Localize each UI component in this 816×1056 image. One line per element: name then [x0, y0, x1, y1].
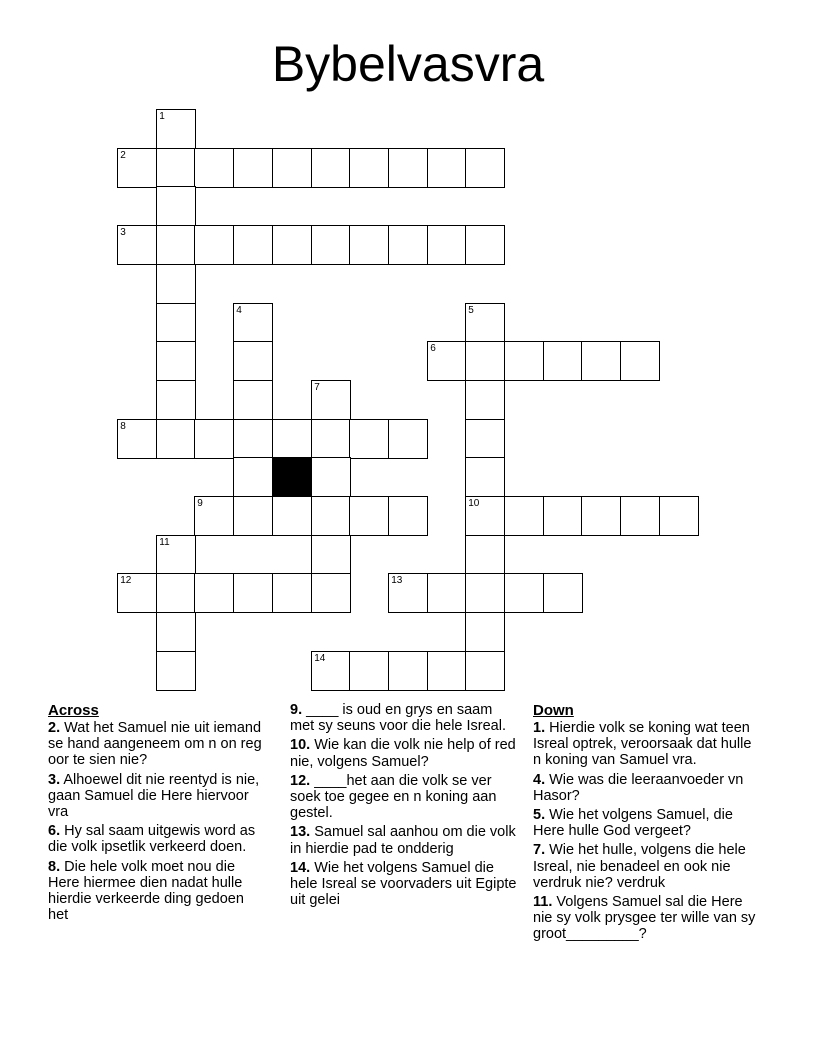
clue-num: 11. — [533, 894, 553, 911]
clue-num: 14. — [290, 859, 311, 876]
clue-item — [533, 807, 763, 839]
grid-cell[interactable] — [233, 496, 273, 536]
clue-item — [290, 860, 518, 909]
clue-number: 2 — [120, 150, 126, 162]
grid-cell[interactable] — [117, 148, 157, 188]
grid-cell[interactable] — [465, 225, 505, 265]
grid-cell[interactable] — [233, 457, 273, 497]
clue-number: 3 — [120, 227, 126, 239]
clue-num: 9. — [290, 702, 303, 718]
clue-item — [533, 894, 763, 943]
black-square — [272, 457, 312, 497]
clue-item — [48, 772, 266, 821]
grid-cell[interactable] — [233, 148, 273, 188]
grid-cell[interactable] — [156, 419, 196, 459]
grid-cell[interactable] — [465, 573, 505, 613]
clue-number: 1 — [159, 111, 165, 123]
grid-cell[interactable] — [543, 496, 583, 536]
grid-cell[interactable] — [117, 419, 157, 459]
grid-cell[interactable] — [156, 573, 196, 613]
clue-number: 5 — [468, 305, 474, 317]
grid-cell[interactable] — [349, 225, 389, 265]
clue-text: Samuel sal aanhou om die volk in hierdie pad te ondderig — [290, 824, 516, 857]
clue-text: Wie het volgens Samuel, die Here hulle God vergeet? — [533, 807, 733, 840]
grid-cell[interactable] — [194, 148, 234, 188]
grid-cell[interactable] — [543, 341, 583, 381]
grid-cell[interactable] — [311, 573, 351, 613]
clue-num: 13. — [290, 824, 311, 841]
clue-num: 8. — [48, 858, 61, 875]
grid-cell[interactable] — [465, 419, 505, 459]
clue-text: Die hele volk moet nou die Here hiermee dien nadat hulle hierdie verkeerde ding gedoen het — [48, 858, 244, 924]
grid-cell[interactable] — [388, 651, 428, 691]
grid-cell[interactable] — [465, 651, 505, 691]
puzzle-title: Bybelvasvra — [271, 36, 545, 92]
grid-cell[interactable] — [156, 264, 196, 304]
clue-item — [533, 772, 763, 804]
grid-cell[interactable] — [233, 573, 273, 613]
clue-number: 10 — [468, 498, 480, 510]
grid-cell[interactable] — [388, 496, 428, 536]
clue-item — [533, 842, 763, 891]
grid-cell[interactable] — [156, 535, 196, 575]
grid-cell[interactable] — [581, 341, 621, 381]
down-heading: Down — [533, 702, 574, 719]
grid-cell[interactable] — [233, 303, 273, 343]
grid-cell[interactable] — [156, 651, 196, 691]
grid-cell[interactable] — [388, 225, 428, 265]
grid-cell[interactable] — [272, 419, 312, 459]
grid-cell[interactable] — [465, 148, 505, 188]
clue-num: 3. — [48, 771, 61, 788]
clue-text: Wat het Samuel nie uit iemand se hand aangeneem om n on reg oor te sien nie? — [48, 720, 262, 769]
clue-item — [48, 720, 266, 769]
clue-num: 5. — [533, 807, 546, 824]
grid-cell[interactable] — [465, 535, 505, 575]
clue-number: 14 — [314, 653, 326, 665]
grid-cell[interactable] — [311, 457, 351, 497]
clue-item — [290, 824, 518, 856]
clue-text: Wie kan die volk nie help of red nie, volgens Samuel? — [290, 737, 516, 770]
grid-cell[interactable] — [156, 380, 196, 420]
grid-cell[interactable] — [427, 148, 467, 188]
grid-cell[interactable] — [504, 496, 544, 536]
clue-text: ____ is oud en grys en saam met sy seuns voor die hele Isreal. — [290, 702, 506, 735]
grid-cell[interactable] — [465, 612, 505, 652]
clue-item — [290, 737, 518, 769]
clue-number: 12 — [120, 575, 132, 587]
grid-cell[interactable] — [156, 148, 196, 188]
grid-cell[interactable] — [465, 341, 505, 381]
grid-cell[interactable] — [465, 457, 505, 497]
grid-cell[interactable] — [543, 573, 583, 613]
grid-cell[interactable] — [233, 341, 273, 381]
across-clues-column-2 — [290, 702, 518, 911]
clue-item — [48, 823, 266, 855]
grid-cell[interactable] — [194, 573, 234, 613]
clue-text: Volgens Samuel sal die Here nie sy volk prysgee ter wille van sy groot_________? — [533, 894, 756, 943]
clue-num: 10. — [290, 737, 311, 754]
clue-number: 9 — [197, 498, 203, 510]
across-clues-column — [48, 702, 266, 926]
grid-cell[interactable] — [272, 148, 312, 188]
grid-cell[interactable] — [156, 186, 196, 226]
grid-cell[interactable] — [388, 573, 428, 613]
clue-text: ____het aan die volk se ver soek toe gegee en n koning aan gestel. — [290, 772, 497, 822]
grid-cell[interactable] — [194, 496, 234, 536]
grid-cell[interactable] — [117, 225, 157, 265]
clue-number: 4 — [236, 305, 242, 317]
grid-cell[interactable] — [349, 148, 389, 188]
grid-cell[interactable] — [427, 341, 467, 381]
grid-cell[interactable] — [388, 148, 428, 188]
grid-cell[interactable] — [465, 303, 505, 343]
grid-cell[interactable] — [427, 651, 467, 691]
clue-num: 6. — [48, 823, 61, 840]
grid-cell[interactable] — [349, 651, 389, 691]
clue-item — [533, 720, 763, 769]
clue-item — [290, 773, 518, 822]
grid-cell[interactable] — [311, 535, 351, 575]
grid-cell[interactable] — [581, 496, 621, 536]
clue-number: 7 — [314, 382, 320, 394]
across-heading: Across — [48, 702, 99, 719]
grid-cell[interactable] — [156, 109, 196, 149]
grid-cell[interactable] — [349, 419, 389, 459]
clue-text: Alhoewel dit nie reentyd is nie, gaan Samuel die Here hiervoor vra — [48, 771, 260, 821]
clue-num: 1. — [533, 720, 546, 736]
clue-number: 11 — [159, 537, 170, 549]
clue-item — [48, 859, 266, 924]
grid-cell[interactable] — [311, 496, 351, 536]
grid-cell[interactable] — [504, 341, 544, 381]
clue-text: Hierdie volk se koning wat teen Isreal optrek, veroorsaak dat hulle n koning van Samuel vra. — [533, 720, 752, 769]
clue-text: Wie was die leeraanvoeder vn Hasor? — [533, 771, 744, 804]
grid-cell[interactable] — [156, 303, 196, 343]
grid-cell[interactable] — [233, 225, 273, 265]
grid-cell[interactable] — [311, 419, 351, 459]
grid-cell[interactable] — [427, 573, 467, 613]
clue-num: 4. — [533, 771, 546, 788]
grid-cell[interactable] — [156, 341, 196, 381]
grid-cell[interactable] — [233, 380, 273, 420]
clue-num: 7. — [533, 842, 546, 859]
grid-cell[interactable] — [194, 225, 234, 265]
grid-cell[interactable] — [620, 341, 660, 381]
grid-cell[interactable] — [388, 419, 428, 459]
grid-cell[interactable] — [311, 651, 351, 691]
grid-cell[interactable] — [311, 380, 351, 420]
grid-cell[interactable] — [117, 573, 157, 613]
clue-text: Wie het hulle, volgens die hele Isreal, nie benadeel en ook nie verdruk nie? verdruk — [533, 842, 746, 891]
grid-cell[interactable] — [233, 419, 273, 459]
grid-cell[interactable] — [272, 573, 312, 613]
clue-num: 2. — [48, 720, 61, 736]
clue-number: 8 — [120, 421, 126, 433]
grid-cell[interactable] — [504, 573, 544, 613]
grid-cell[interactable] — [349, 496, 389, 536]
grid-cell[interactable] — [311, 225, 351, 265]
clue-number: 6 — [430, 343, 436, 355]
grid-cell[interactable] — [311, 148, 351, 188]
grid-cell[interactable] — [659, 496, 699, 536]
grid-cell[interactable] — [465, 380, 505, 420]
grid-cell[interactable] — [194, 419, 234, 459]
clue-text: Wie het volgens Samuel die hele Isreal se voorvaders uit Egipte uit gelei — [290, 859, 517, 909]
grid-cell[interactable] — [156, 225, 196, 265]
grid-cell[interactable] — [465, 496, 505, 536]
grid-cell[interactable] — [272, 496, 312, 536]
down-clues-column — [533, 702, 763, 946]
clue-num: 12. — [290, 772, 311, 789]
grid-cell[interactable] — [620, 496, 660, 536]
grid-cell[interactable] — [156, 612, 196, 652]
grid-cell[interactable] — [427, 225, 467, 265]
grid-cell[interactable] — [272, 225, 312, 265]
clue-text: Hy sal saam uitgewis word as die volk ipsetlik verkeerd doen. — [48, 823, 256, 856]
clue-item — [290, 702, 518, 734]
clue-number: 13 — [391, 575, 403, 587]
